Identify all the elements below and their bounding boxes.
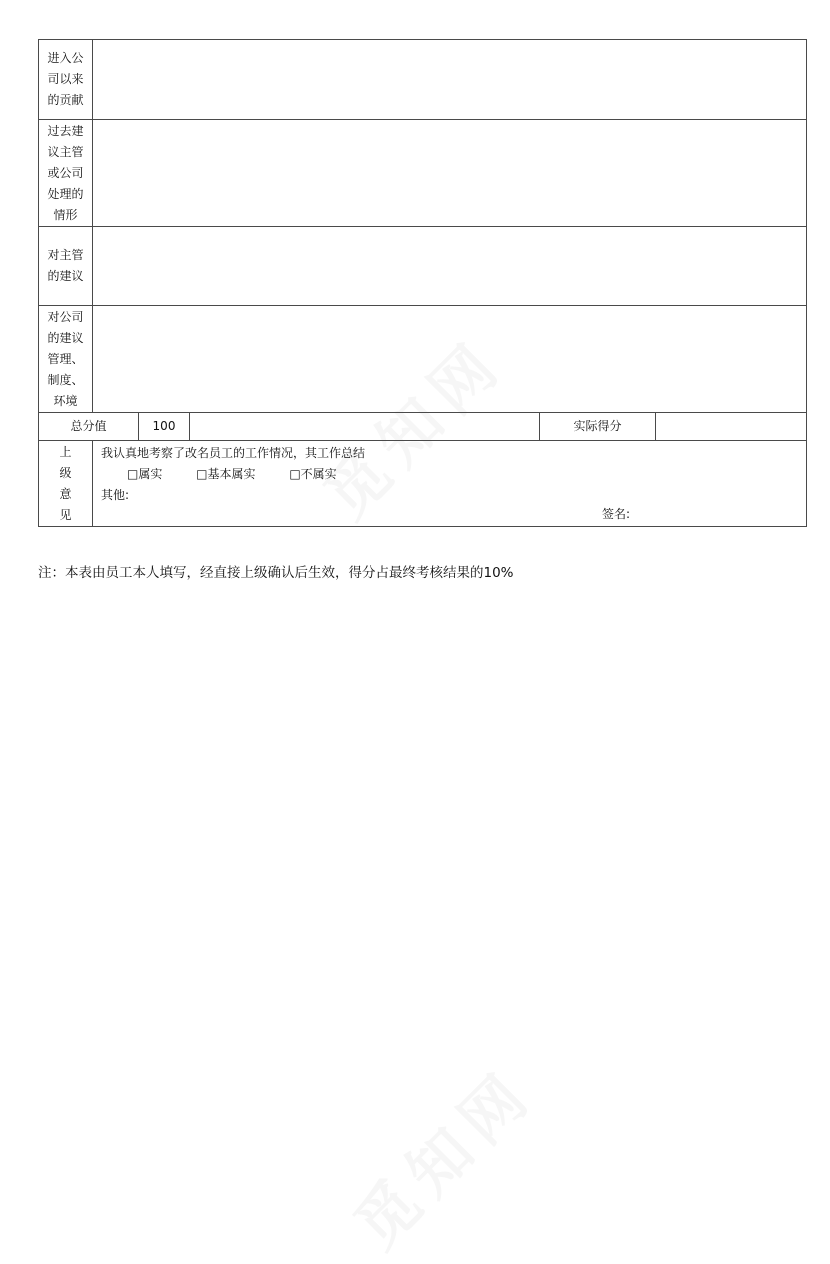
actual-score-input[interactable] bbox=[656, 413, 807, 441]
form-table bbox=[38, 39, 807, 527]
row-label-company-suggestions: 对公司的建议管理、制度、环境 bbox=[47, 309, 84, 408]
option-mostly-true-checkbox[interactable]: □基本属实 bbox=[196, 467, 256, 481]
supervisor-label-char: 级 bbox=[59, 465, 72, 480]
supervisor-label-char: 见 bbox=[59, 507, 72, 522]
row-supervisor-suggestions bbox=[39, 227, 807, 306]
row-supervisor-opinion bbox=[39, 441, 807, 527]
row-past-suggestions bbox=[39, 120, 807, 227]
label-cell bbox=[39, 40, 93, 120]
option-not-true-checkbox[interactable]: □不属实 bbox=[289, 467, 337, 481]
actual-score-label: 实际得分 bbox=[540, 413, 656, 441]
total-score-value: 100 bbox=[139, 413, 190, 441]
supervisor-label-char: 上 bbox=[59, 444, 72, 459]
row-company-suggestions bbox=[39, 306, 807, 413]
option-true-checkbox[interactable]: □属实 bbox=[127, 467, 163, 481]
total-score-label: 总分值 bbox=[39, 413, 139, 441]
input-supervisor-suggestions[interactable] bbox=[93, 227, 807, 306]
row-contribution bbox=[39, 40, 807, 120]
score-blank-cell bbox=[190, 413, 540, 441]
supervisor-label-char: 意 bbox=[59, 486, 72, 501]
signature-label: 签名: bbox=[602, 507, 631, 521]
self-evaluation-form bbox=[38, 39, 806, 527]
label-cell bbox=[39, 120, 93, 227]
supervisor-opinion-label bbox=[39, 441, 93, 527]
input-past-suggestions[interactable] bbox=[93, 120, 807, 227]
row-score bbox=[39, 413, 807, 441]
input-company-suggestions[interactable] bbox=[93, 306, 807, 413]
row-label-supervisor-suggestions: 对主管的建议 bbox=[47, 248, 84, 283]
label-cell bbox=[39, 306, 93, 413]
row-label-past-suggestions: 过去建议主管或公司处理的情形 bbox=[47, 123, 84, 222]
supervisor-opinion-body bbox=[93, 441, 807, 527]
supervisor-statement: 我认真地考察了改名员工的工作情况，其工作总结 bbox=[101, 446, 366, 460]
other-comments-label: 其他: bbox=[101, 488, 130, 502]
verification-options bbox=[101, 464, 798, 485]
input-contribution[interactable] bbox=[93, 40, 807, 120]
label-cell bbox=[39, 227, 93, 306]
watermark-lower bbox=[331, 1045, 551, 1264]
row-label-contribution: 进入公司以来的贡献 bbox=[47, 51, 84, 107]
form-note: 注：本表由员工本人填写，经直接上级确认后生效，得分占最终考核结果的10% bbox=[38, 565, 514, 581]
